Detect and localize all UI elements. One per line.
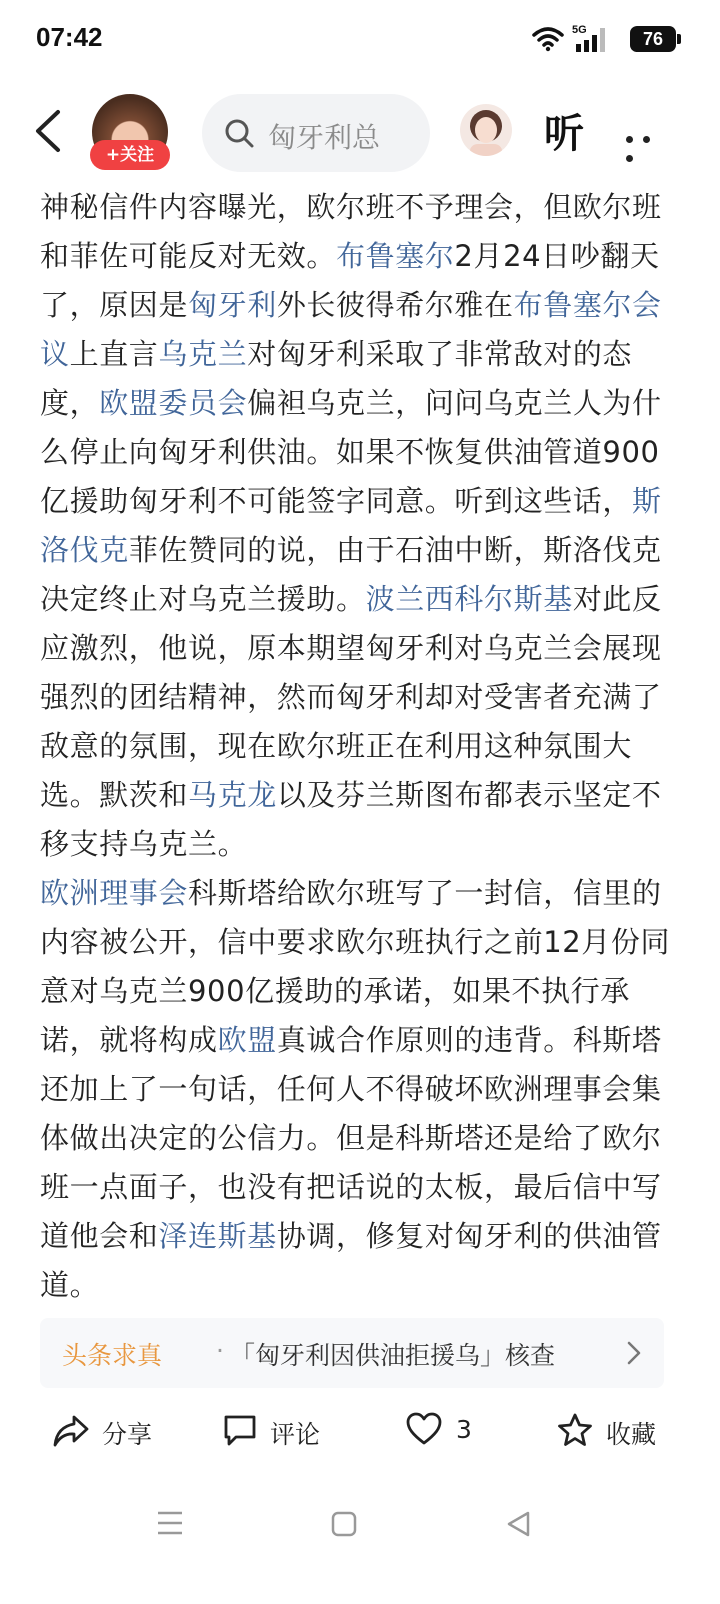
article-text: 对此反应激烈，他说，原本期望匈牙利对乌克兰会展现强烈的团结精神，然而匈牙利却对受害者充满了敌意的氛围，现在欧尔班正在利用这种氛围大选。默茨和 <box>40 582 662 812</box>
search-box[interactable] <box>202 94 430 172</box>
fact-check-brand: 头条求真 <box>62 1341 163 1370</box>
article-text: 科斯塔给欧尔班写了一封信，信里的内容被公开，信中要求欧尔班执行之前12月份同意对乌克兰900亿援助的承诺，如果不执行承诺，就将构成 <box>40 876 671 1057</box>
article-paragraph <box>40 183 680 869</box>
share-label: 分享 <box>102 1420 153 1449</box>
article-text: 2月24日吵翻天了，原因是 <box>40 239 660 322</box>
fact-check-separator: · <box>216 1336 224 1365</box>
comment-icon <box>222 1412 258 1448</box>
like-button[interactable] <box>406 1412 486 1452</box>
follow-button[interactable]: +关注 <box>90 140 170 170</box>
entity-link[interactable]: 马克龙 <box>188 778 277 812</box>
wifi-icon <box>532 26 564 52</box>
listen-button[interactable]: 听 <box>544 111 584 157</box>
comment-label: 评论 <box>270 1420 321 1449</box>
search-query: 匈牙利总 <box>268 121 381 154</box>
entity-link[interactable]: 波兰西科尔斯基 <box>365 582 573 616</box>
article-paragraph <box>40 869 680 1310</box>
entity-link[interactable]: 欧盟委员会 <box>99 386 248 420</box>
status-icons <box>572 24 664 56</box>
article-body <box>40 183 680 1310</box>
battery-icon: 76 <box>630 26 676 52</box>
favorite-label: 收藏 <box>606 1420 657 1449</box>
article-text: 协调，修复对匈牙利的供油管道。 <box>40 1219 662 1302</box>
favorite-button[interactable] <box>556 1412 666 1452</box>
back-triangle-icon[interactable] <box>504 1510 532 1538</box>
search-icon <box>224 118 256 150</box>
article-text: 真诚合作原则的违背。科斯塔还加上了一句话，任何人不得破坏欧洲理事会集体做出决定的公信力。但是科斯塔还是给了欧尔班一点面子，也没有把话说的太板，最后信中写道他会和 <box>40 1023 662 1253</box>
article-text: 上直言 <box>69 337 159 371</box>
article-text: 偏袒乌克兰，问问乌克兰人为什么停止向匈牙利供油。如果不恢复供油管道900亿援助匈牙利不可能签字同意。听到这些话， <box>40 386 662 518</box>
signal-icon <box>572 22 616 56</box>
status-bar <box>0 0 720 80</box>
system-nav-bar <box>0 1500 720 1560</box>
network-label: 5G <box>572 24 587 36</box>
article-text: 菲佐赞同的说，由于石油中断，斯洛伐克决定终止对乌克兰援助。 <box>40 533 662 616</box>
star-icon <box>556 1412 594 1448</box>
entity-link[interactable]: 斯洛伐克 <box>40 484 662 567</box>
entity-link[interactable]: 布鲁塞尔会议 <box>40 288 662 371</box>
top-header <box>0 80 720 180</box>
menu-icon[interactable] <box>156 1510 184 1536</box>
entity-link[interactable]: 欧洲理事会 <box>40 876 189 910</box>
user-avatar-icon[interactable] <box>460 104 512 156</box>
chevron-right-icon <box>626 1340 642 1366</box>
status-time: 07:42 <box>36 22 103 52</box>
fact-check-title: 「匈牙利因供油拒援乌」核查 <box>230 1341 556 1370</box>
article-text: 神秘信件内容曝光，欧尔班不予理会，但欧尔班和菲佐可能反对无效。 <box>40 190 662 273</box>
share-icon <box>52 1412 90 1450</box>
entity-link[interactable]: 乌克兰 <box>158 337 248 371</box>
fact-check-bar[interactable] <box>40 1318 664 1388</box>
entity-link[interactable]: 布鲁塞尔 <box>336 239 455 273</box>
entity-link[interactable]: 匈牙利 <box>188 288 277 322</box>
entity-link[interactable]: 泽连斯基 <box>158 1219 277 1253</box>
share-button[interactable] <box>52 1412 162 1452</box>
action-bar <box>0 1400 720 1470</box>
heart-icon <box>406 1412 442 1446</box>
back-arrow-icon[interactable] <box>26 106 70 156</box>
entity-link[interactable]: 欧盟 <box>217 1023 277 1057</box>
article-text: 外长彼得希尔雅在 <box>276 288 514 322</box>
comment-button[interactable] <box>222 1412 332 1452</box>
article-text: 以及芬兰斯图布都表示坚定不移支持乌克兰。 <box>40 778 662 861</box>
like-count: 3 <box>456 1415 472 1444</box>
home-icon[interactable] <box>330 1510 358 1538</box>
more-options-icon[interactable] <box>626 128 676 138</box>
article-text: 对匈牙利采取了非常敌对的态度， <box>40 337 633 420</box>
